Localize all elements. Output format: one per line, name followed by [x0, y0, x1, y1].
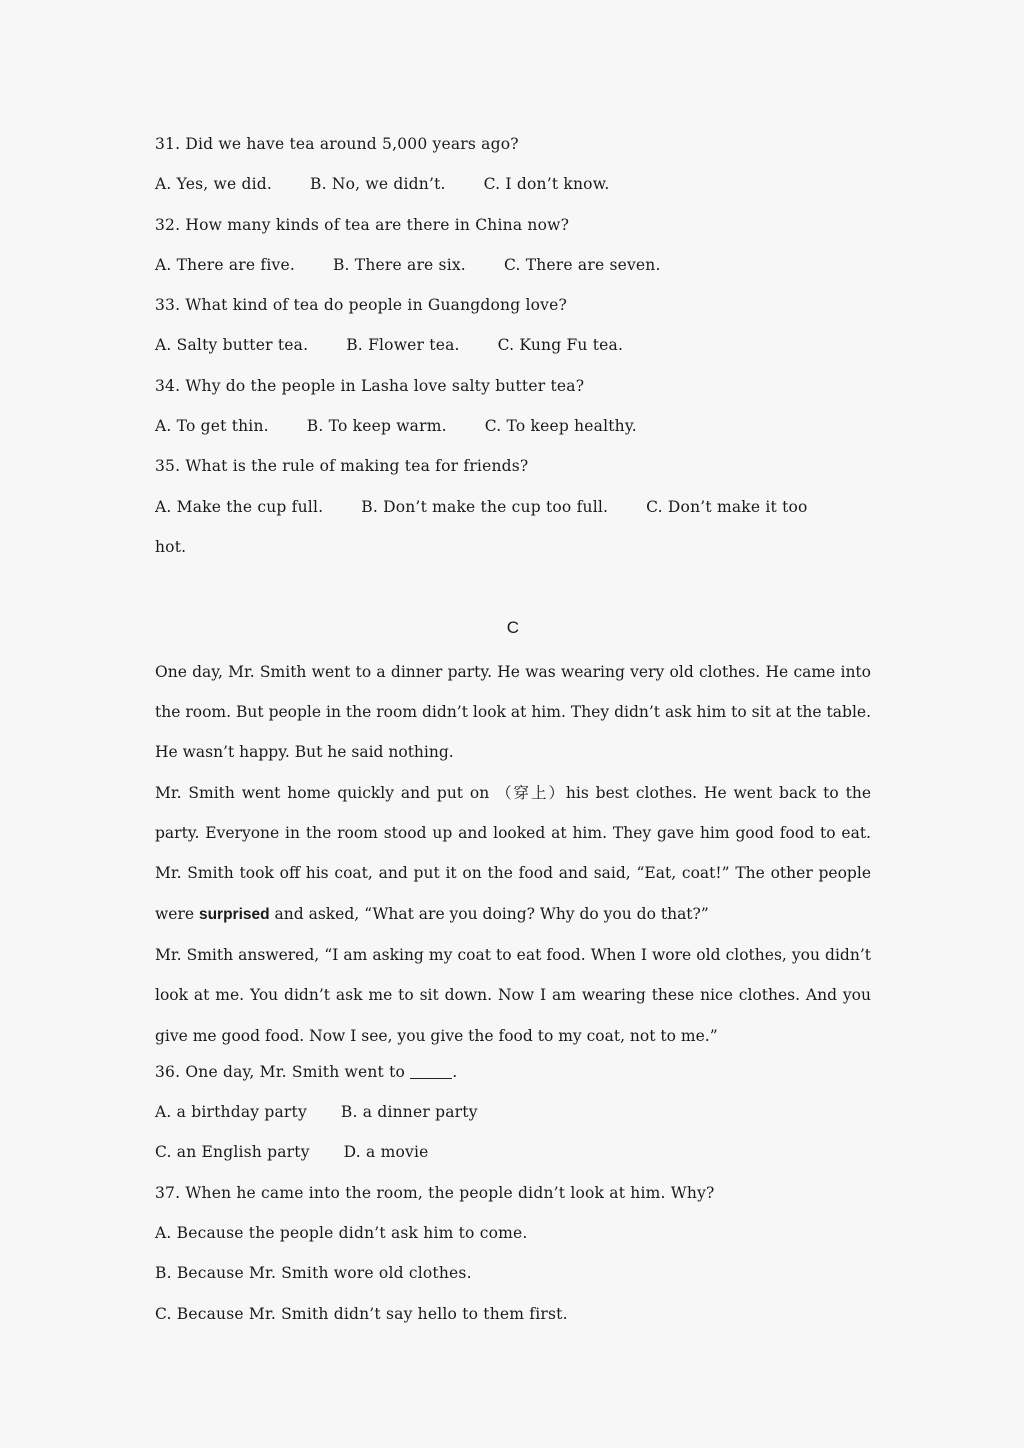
option-b: B. Flower tea.	[346, 336, 460, 355]
option-d: D. a movie	[343, 1143, 429, 1162]
question-32-options	[155, 249, 871, 289]
question-36-options-row-2	[155, 1136, 871, 1176]
section-heading: C	[506, 617, 520, 637]
question-36	[155, 1056, 871, 1096]
question-text: 36. One day, Mr. Smith went to	[155, 1062, 411, 1081]
question-31-options	[155, 168, 871, 208]
option-a: A. There are five.	[155, 255, 295, 274]
option-c: C. an English party	[155, 1143, 310, 1162]
passage-paragraph-2	[155, 773, 871, 935]
question-31: 31. Did we have tea around 5,000 years ago?	[155, 135, 519, 153]
option-c: C. Kung Fu tea.	[497, 336, 624, 355]
question-text-end: .	[452, 1062, 458, 1081]
question-34: 34. Why do the people in Lasha love salty butter tea?	[155, 376, 585, 395]
option-b: B. Because Mr. Smith wore old clothes.	[155, 1264, 472, 1283]
option-b: B. There are six.	[332, 255, 466, 274]
option-b: B. Don’t make the cup too full.	[361, 497, 609, 516]
question-35-options	[155, 491, 871, 531]
document-content	[155, 128, 871, 1338]
option-a: A. Salty butter tea.	[155, 336, 309, 355]
passage-paragraph-3: Mr. Smith answered, “I am asking my coat to eat food. When I wore old clothes, you didn’t look at me. You didn’t ask me to sit down. Now I am wearing these nice clothes. And you give me good food. Now I see, you give the food to my coat, not to me.”	[155, 945, 871, 1045]
question-35: 35. What is the rule of making tea for friends?	[155, 457, 529, 476]
passage-text: and asked, “What are you doing? Why do you do that?”	[269, 904, 709, 923]
passage-text: Mr. Smith went home quickly and put on （穿上）his best clothes. He went back to the party. Everyone in the room stood up and looked at him. They gave him good food to eat. Mr. Smith took off his coat, and put it on the food and said, “Eat, coat!” The other people were	[155, 783, 871, 923]
question-34-options	[155, 410, 871, 450]
question-36-options-row-1	[155, 1096, 871, 1136]
option-b: B. To keep warm.	[306, 417, 447, 436]
question-32: 32. How many kinds of tea are there in China now?	[155, 215, 570, 234]
option-b: B. No, we didn’t.	[310, 175, 446, 194]
bold-word: surprised	[198, 905, 270, 923]
question-37: 37. When he came into the room, the people didn’t look at him. Why?	[155, 1183, 715, 1202]
section-spacer	[155, 571, 871, 611]
question-35-options-continued: hot.	[155, 537, 187, 556]
question-33-options	[155, 329, 871, 369]
option-c: C. To keep healthy.	[484, 417, 637, 436]
option-a: A. To get thin.	[155, 417, 269, 436]
option-a: A. Make the cup full.	[155, 497, 324, 516]
option-b: B. a dinner party	[340, 1103, 478, 1122]
option-c: C. I don’t know.	[483, 175, 610, 194]
option-c: C. There are seven.	[503, 255, 661, 274]
option-a: A. a birthday party	[155, 1103, 307, 1122]
option-c: C. Because Mr. Smith didn’t say hello to them first.	[155, 1304, 568, 1323]
option-c: C. Don’t make it too	[646, 497, 808, 516]
option-a: A. Yes, we did.	[155, 175, 273, 194]
answer-blank	[410, 1064, 452, 1079]
question-33: 33. What kind of tea do people in Guangdong love?	[155, 296, 568, 315]
option-a: A. Because the people didn’t ask him to come.	[155, 1224, 528, 1243]
passage-paragraph-1: One day, Mr. Smith went to a dinner party. He was wearing very old clothes. He came into the room. But people in the room didn’t look at him. They didn’t ask him to sit at the table. He wasn’t happy. But he said nothing.	[155, 662, 871, 762]
